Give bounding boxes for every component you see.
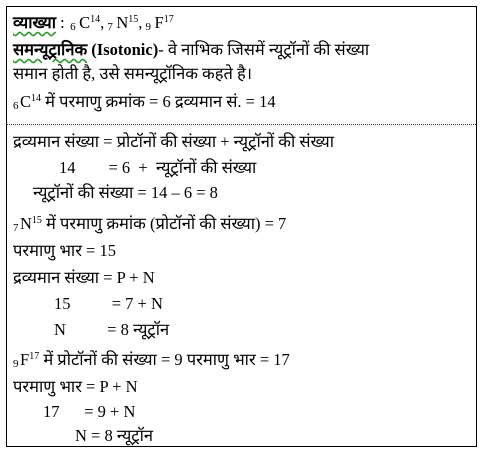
mass-number-substitution: 14 = 6 + न्यूट्रॉनों की संख्या [59, 158, 257, 177]
nitrogen-atomic-number: 7 [13, 222, 19, 234]
heading-colon: : [60, 13, 65, 32]
nitrogen-neutron-result: N = 8 न्यूट्रॉन [54, 320, 170, 339]
nuclide-nitrogen [107, 13, 139, 33]
fluorine-atomic-mass-formula: परमाणु भार = P + N [13, 377, 138, 396]
nitrogen-mass-number: 15 [31, 215, 42, 226]
separator: , [138, 13, 143, 32]
neutron-count-result: न्यूट्रॉनों की संख्या = 14 – 6 = 8 [33, 183, 218, 202]
carbon-info-text: में परमाणु क्रमांक = 6 द्रव्यमान सं. = 14 [41, 92, 276, 111]
fluorine-atomic-number: 9 [13, 358, 19, 370]
definition-term: समन्यूट्रानिक [13, 40, 88, 59]
nitrogen-mass-number-formula: द्रव्यमान संख्या = P + N [13, 268, 155, 287]
nitrogen-info-text: में परमाणु क्रमांक (प्रोटॉनों की संख्या) = 7 [41, 214, 287, 233]
mass-number-formula: द्रव्यमान संख्या = प्रोटॉनों की संख्या + न्यूट्रॉनों की संख्या [13, 132, 334, 151]
fluorine-symbol: F [154, 13, 164, 32]
definition-line-2: समान होती है, उसे समन्यूट्रॉनिक कहते है। [13, 64, 253, 83]
nitrogen-symbol: N [20, 214, 32, 233]
heading-line [13, 13, 174, 33]
nitrogen-atomic-mass: परमाणु भार = 15 [13, 241, 116, 260]
fluorine-info-text: में प्रोटॉनों की संख्या = 9 परमाणु भार = 17 [39, 350, 290, 369]
carbon-symbol: C [79, 13, 91, 32]
nuclide-carbon [70, 13, 101, 33]
dotted-divider [7, 124, 476, 125]
nitrogen-mass-number: 15 [128, 14, 139, 25]
carbon-symbol: C [20, 92, 32, 111]
fluorine-symbol: F [20, 350, 30, 369]
fluorine-mass-number: 17 [29, 351, 40, 362]
carbon-nuclide [13, 92, 42, 112]
nitrogen-nuclide [13, 214, 42, 234]
definition-english: (Isotonic) [91, 40, 159, 59]
carbon-atomic-number: 6 [70, 21, 76, 33]
nitrogen-symbol: N [116, 13, 129, 32]
definition-line-1 [13, 40, 369, 60]
nuclide-fluorine [145, 13, 174, 33]
separator: , [100, 13, 105, 32]
fluorine-info-line [13, 350, 290, 370]
fluorine-nuclide [13, 350, 40, 370]
carbon-mass-number: 14 [31, 93, 42, 104]
carbon-info-line [13, 92, 276, 112]
carbon-mass-number: 14 [90, 14, 101, 25]
carbon-atomic-number: 6 [13, 100, 19, 112]
fluorine-substitution: 17 = 9 + N [43, 402, 136, 421]
fluorine-mass-number: 17 [163, 14, 174, 25]
nitrogen-info-line [13, 214, 287, 234]
fluorine-atomic-number: 9 [145, 21, 152, 33]
heading-label: व्याख्या [13, 13, 56, 32]
nitrogen-substitution: 15 = 7 + N [54, 294, 163, 313]
explanation-box [6, 6, 477, 447]
nitrogen-atomic-number: 7 [107, 21, 113, 33]
fluorine-neutron-result: N = 8 न्यूट्रॉन [75, 426, 154, 445]
definition-text-1: - वे नाभिक जिसमें न्यूट्रॉनों की संख्या [158, 40, 370, 59]
